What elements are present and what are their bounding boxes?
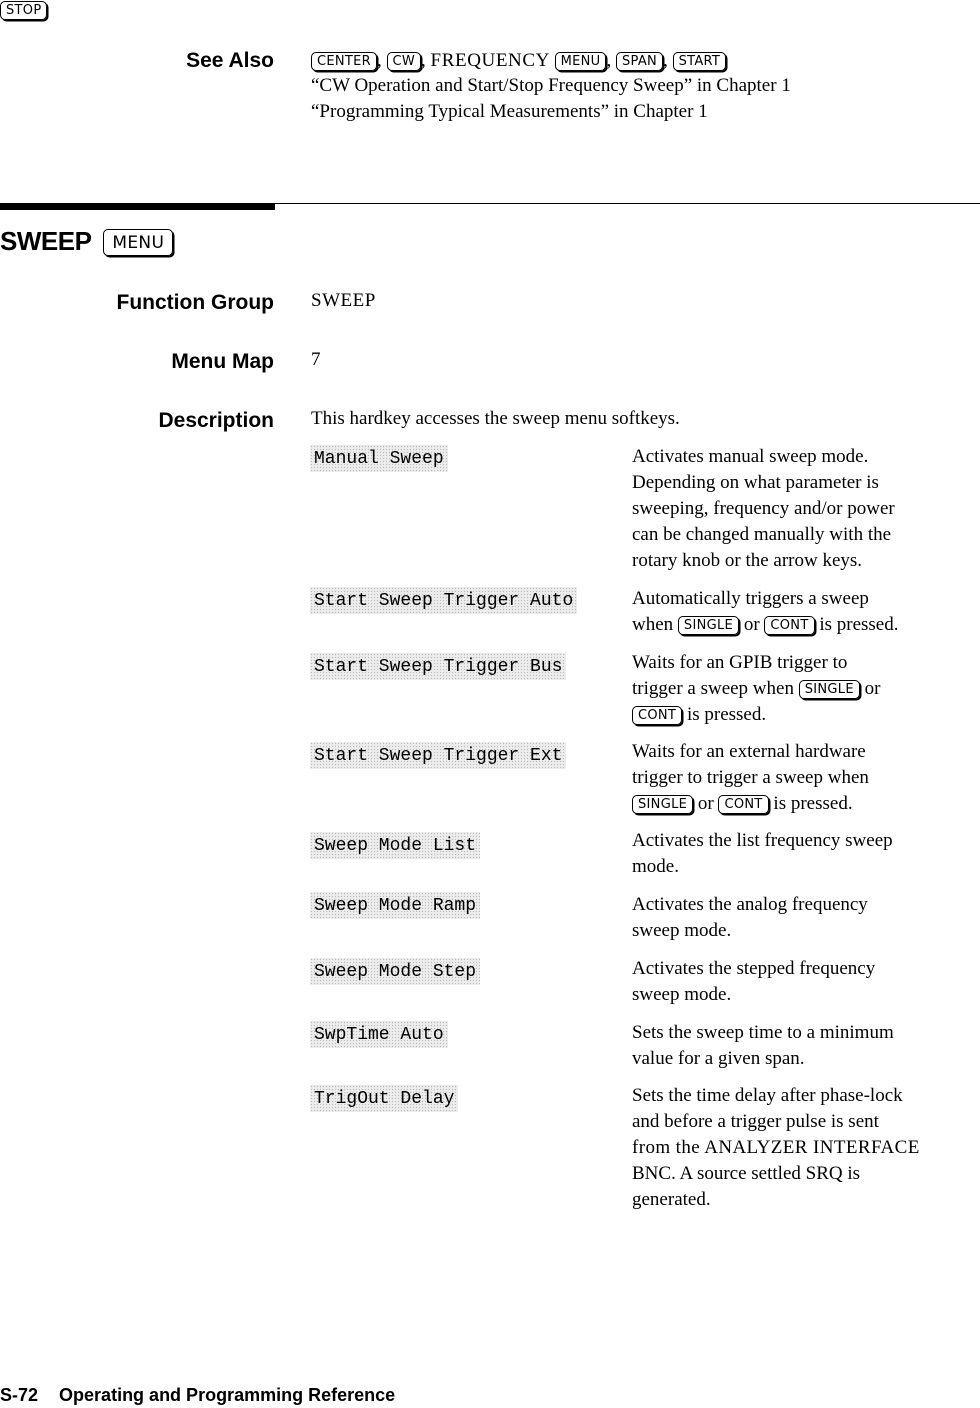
footer-title: Operating and Programming Reference: [59, 1385, 396, 1405]
softkey-sweep-mode-step: Sweep Mode Step: [310, 958, 480, 985]
menu-key: MENU: [103, 229, 173, 256]
section-rule-thin: [275, 203, 980, 204]
cw-key: CW: [387, 52, 422, 71]
softkey-description: Sets the sweep time to a minimum value for a given span.: [632, 1022, 894, 1069]
softkey-start-sweep-trigger-auto: Start Sweep Trigger Auto: [310, 587, 577, 614]
softkey-manual-sweep: Manual Sweep: [310, 445, 448, 472]
softkey-description: Activates manual sweep mode. Depending on what parameter is sweeping, frequency and/or power can be changed manually with the rotary knob or the arrow keys.: [632, 446, 895, 571]
page-number: S-72: [0, 1385, 39, 1405]
section-rule-thick: [0, 203, 275, 210]
stop-key: STOP: [0, 1, 47, 20]
softkey-description: Automatically triggers a sweep when SINGLE or CONT is pressed.: [632, 588, 899, 635]
menu-key: MENU: [555, 52, 607, 71]
center-key: CENTER: [311, 52, 377, 71]
see-also-keys: CENTER , CW , FREQUENCY MENU , SPAN , START: [311, 48, 726, 74]
section-title: SWEEP MENU: [0, 226, 173, 257]
softkey-start-sweep-trigger-bus: Start Sweep Trigger Bus: [310, 653, 566, 680]
cont-key: CONT: [718, 795, 768, 814]
softkey-description: Activates the list frequency sweep mode.: [632, 830, 893, 877]
softkey-description: Waits for an external hardware trigger to trigger a sweep when SINGLE or CONT is pressed.: [632, 741, 869, 814]
menu-map-value: 7: [311, 349, 321, 370]
page-footer: [0, 1385, 395, 1406]
menu-map-label: Menu Map: [171, 350, 274, 373]
span-key: SPAN: [616, 52, 663, 71]
softkey-start-sweep-trigger-ext: Start Sweep Trigger Ext: [310, 742, 566, 769]
softkey-description: Waits for an GPIB trigger to trigger a sweep when SINGLE or CONT is pressed.: [632, 652, 881, 725]
see-also-ref-1: “CW Operation and Start/Stop Frequency Sweep” in Chapter 1: [311, 75, 791, 96]
softkey-description: Activates the stepped frequency sweep mode.: [632, 958, 876, 1005]
single-key: SINGLE: [678, 616, 739, 635]
function-group-value: SWEEP: [311, 290, 376, 311]
cont-key: CONT: [632, 706, 682, 725]
see-also-heading: See Also: [186, 49, 274, 72]
start-key: START: [673, 52, 727, 71]
softkey-swptime-auto: SwpTime Auto: [310, 1021, 448, 1048]
cont-key: CONT: [764, 616, 814, 635]
function-group-label: Function Group: [116, 291, 274, 314]
single-key: SINGLE: [632, 795, 693, 814]
see-also-ref-2: “Programming Typical Measurements” in Chapter 1: [311, 101, 708, 122]
description-label: Description: [158, 409, 274, 432]
single-key: SINGLE: [799, 680, 860, 699]
softkey-sweep-mode-ramp: Sweep Mode Ramp: [310, 892, 480, 919]
description-intro: This hardkey accesses the sweep menu softkeys.: [311, 408, 680, 429]
softkey-sweep-mode-list: Sweep Mode List: [310, 832, 480, 859]
softkey-trigout-delay: TrigOut Delay: [310, 1085, 458, 1112]
softkey-description: Activates the analog frequency sweep mode.: [632, 894, 868, 941]
softkey-description: Sets the time delay after phase-lock and before a trigger pulse is sent from the ANALYZER INTERFACE BNC. A source settled SRQ is generated.: [632, 1085, 920, 1210]
